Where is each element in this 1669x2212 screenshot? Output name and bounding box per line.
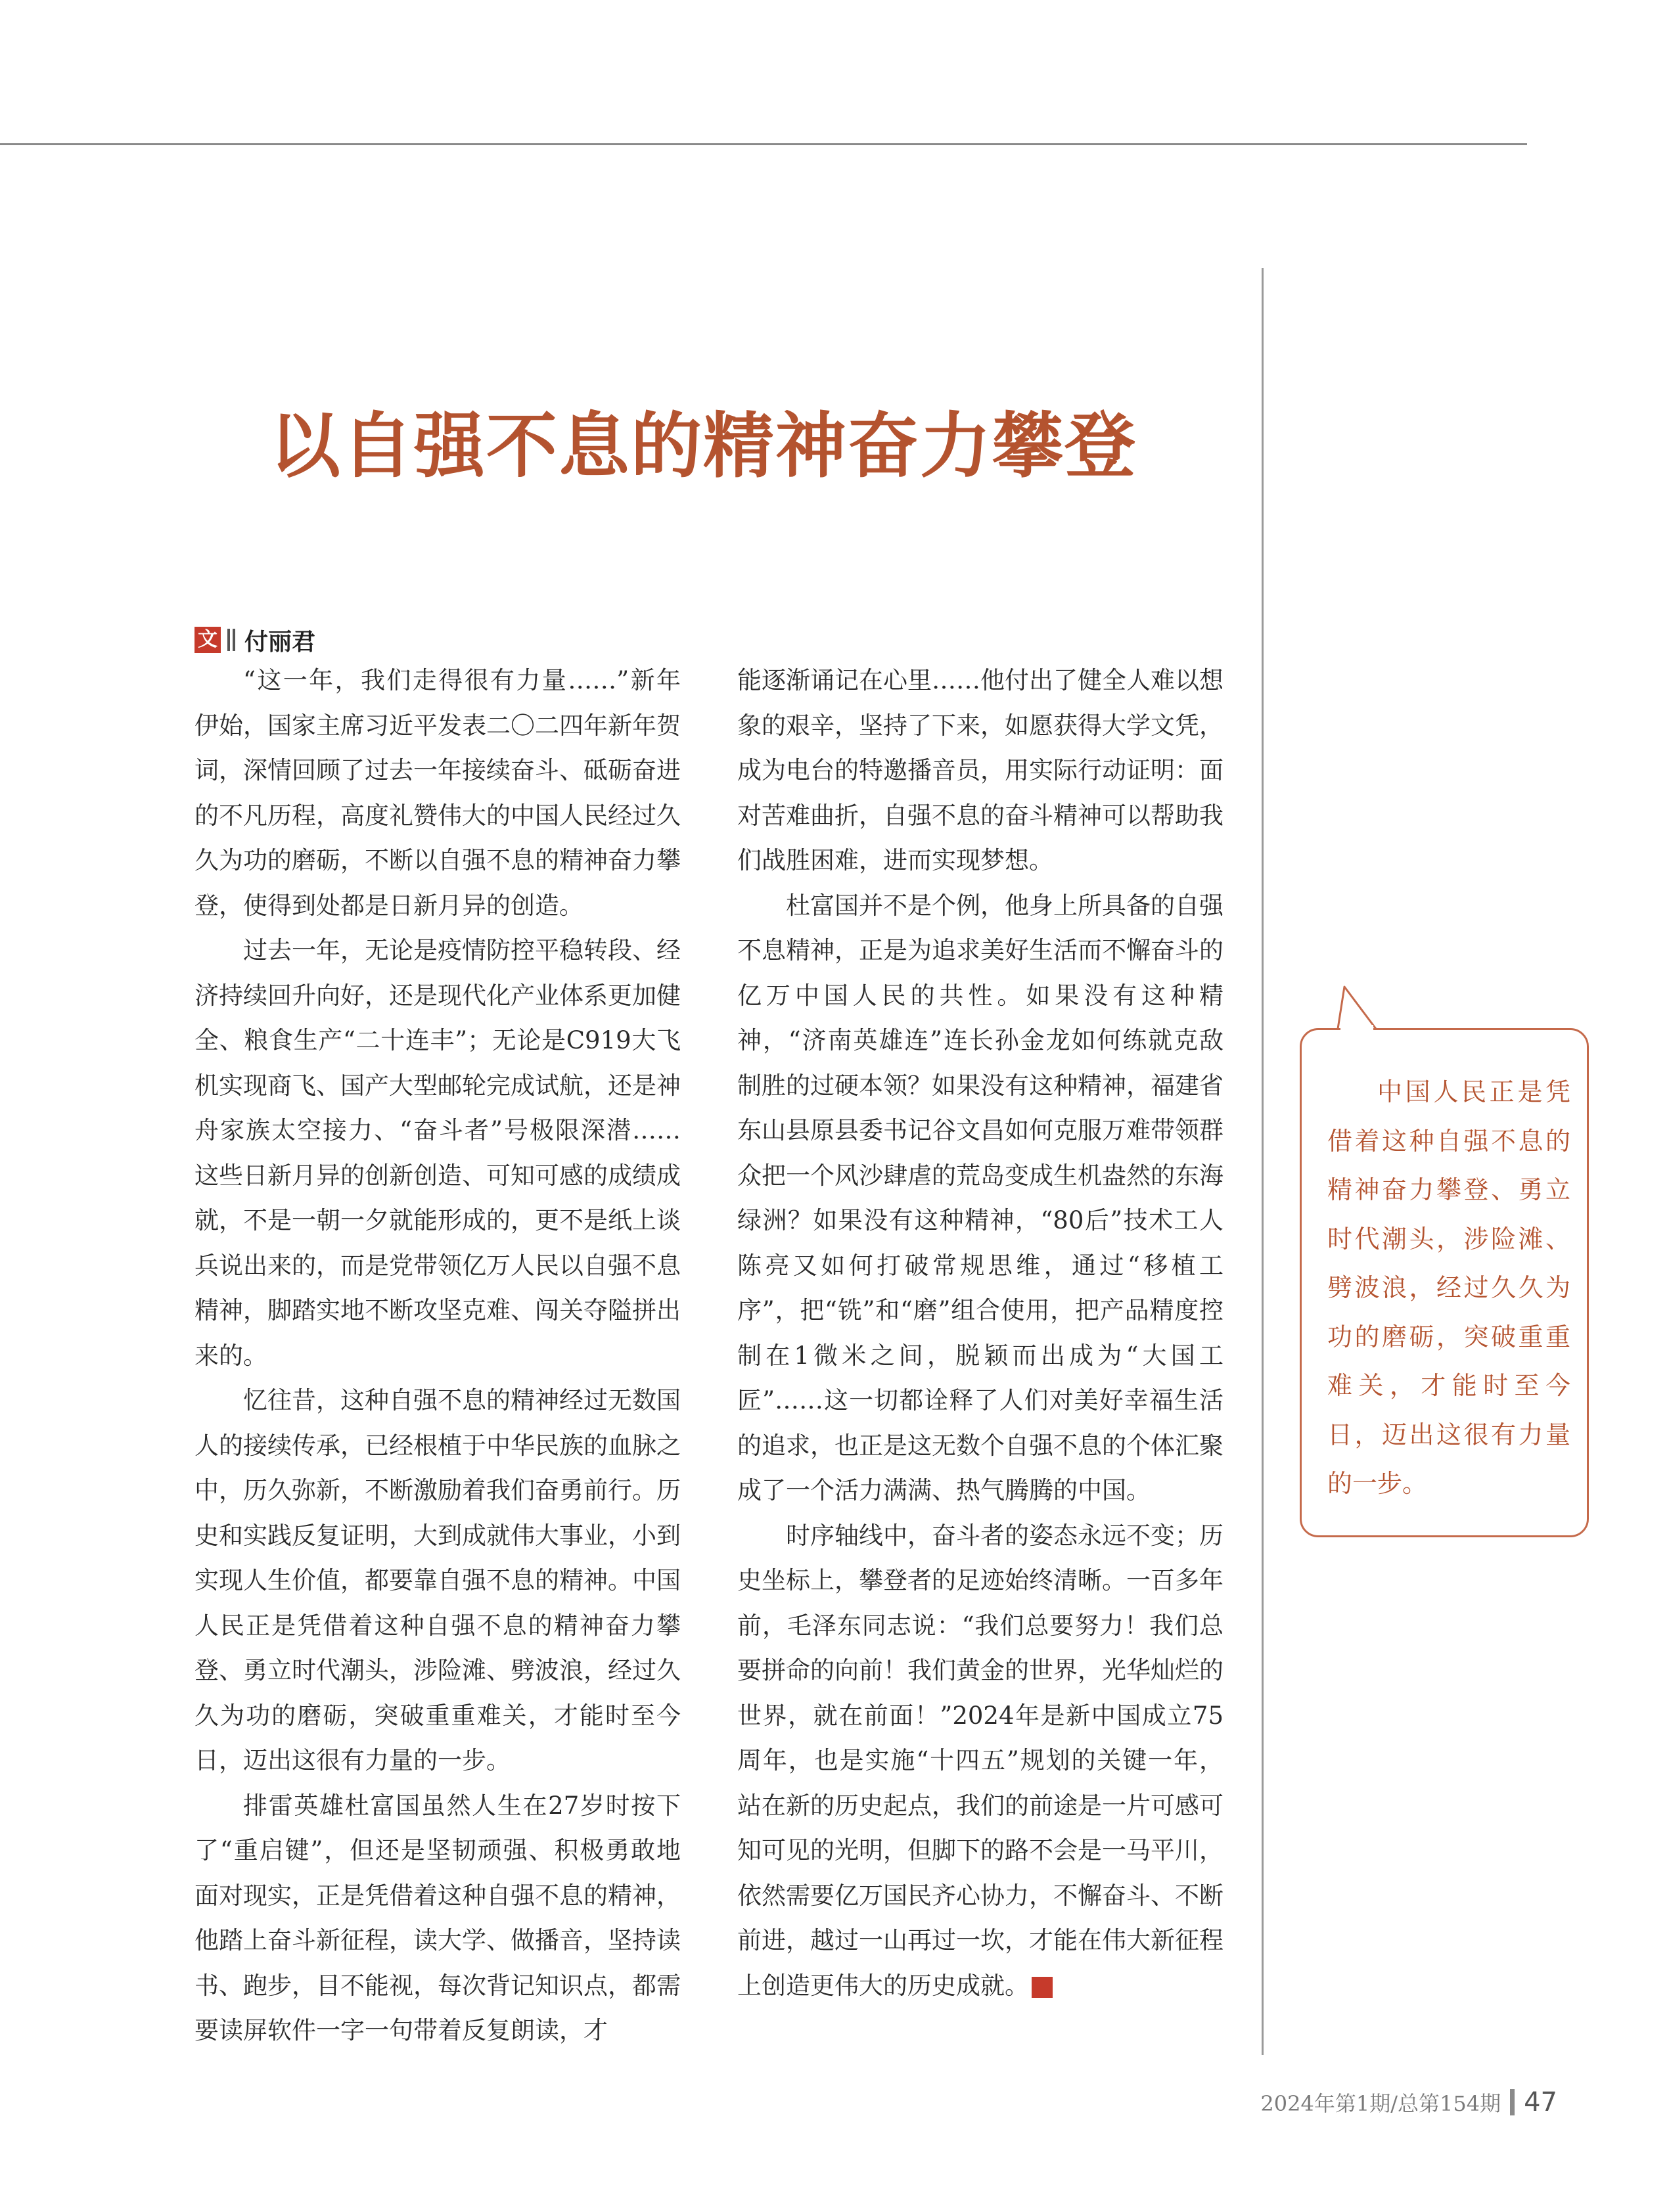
- author-name: 付丽君: [244, 628, 316, 656]
- paragraph: 杜富国并不是个例，他身上所具备的自强不息精神，正是为追求美好生活而不懈奋斗的亿万中国人民的共性。如果没有这种精神，“济南英雄连”连长孙金龙如何练就克敌制胜的过硬本领？如果没有这种精神，福建省东山县原县委书记谷文昌如何克服万难带领群众把一个风沙肆虐的荒岛变成生机盎然的东海绿洲？如果没有这种精神，“80后”技术工人陈亮又如何打破常规思维，通过“移植工序”，把“铣”和“磨”组合使用，把产品精度控制在1微米之间，脱颖而出成为“大国工匠”……这一切都诠释了人们对美好幸福生活的追求，也正是这无数个自强不息的个体汇聚成了一个活力满满、热气腾腾的中国。: [737, 891, 1223, 1504]
- paragraph: “这一年，我们走得很有力量……”新年伊始，国家主席习近平发表二〇二四年新年贺词，深情回顾了过去一年接续奋斗、砥砺奋进的不凡历程，高度礼赞伟大的中国人民经过久久为功的磨砺，不断以自强不息的精神奋力攀登，使得到处都是日新月异的创造。: [194, 666, 681, 920]
- pull-quote-text: 中国人民正是凭借着这种自强不息的精神奋力攀登、勇立时代潮头，涉险滩、劈波浪，经过久久为功的磨砺，突破重重难关，才能时至今日，迈出这很有力量的一步。: [1327, 1077, 1570, 1498]
- right-column: [737, 658, 1223, 2008]
- callout-tail: [1334, 985, 1380, 1030]
- byline: [194, 623, 315, 657]
- paragraph-continued: 能逐渐诵记在心里……他付出了健全人难以想象的艰辛，坚持了下来，如愿获得大学文凭，成为电台的特邀播音员，用实际行动证明：面对苦难曲折，自强不息的奋斗精神可以帮助我们战胜困难，进而实现梦想。: [737, 666, 1223, 874]
- issue-label: 2024年第1期/总第154期: [1260, 2091, 1501, 2116]
- byline-separator: [233, 629, 235, 651]
- paragraph: 排雷英雄杜富国虽然人生在27岁时按下了“重启键”，但还是坚韧顽强、积极勇敢地面对现实，正是凭借着这种自强不息的精神，他踏上奋斗新征程，读大学、做播音，坚持读书、跑步，目不能视，每次背记知识点，都需要读屏软件一字一句带着反复朗读，才: [194, 1791, 681, 2044]
- byline-separator: [227, 629, 230, 651]
- end-mark-icon: G: [1032, 1977, 1053, 1998]
- paragraph-text: 时序轴线中，奋斗者的姿态永远不变；历史坐标上，攀登者的足迹始终清晰。一百多年前，毛泽东同志说：“我们总要努力！我们总要拼命的向前！我们黄金的世界，光华灿烂的世界，就在前面！”2024年是新中国成立75周年，也是实施“十四五”规划的关键一年，站在新的历史起点，我们的前途是一片可感可知可见的光明，但脚下的路不会是一马平川，依然需要亿万国民齐心协力，不懈奋斗、不断前进，越过一山再过一坎，才能在伟大新征程上创造更伟大的历史成就。: [737, 1521, 1223, 2000]
- paragraph: 过去一年，无论是疫情防控平稳转段、经济持续回升向好，还是现代化产业体系更加健全、粮食生产“二十连丰”；无论是C919大飞机实现商飞、国产大型邮轮完成试航，还是神舟家族太空接力、“奋斗者”号极限深潜……这些日新月异的创新创造、可知可感的成绩成就，不是一朝一夕就能形成的，更不是纸上谈兵说出来的，而是党带领亿万人民以自强不息精神，脚踏实地不断攻坚克难、闯关夺隘拼出来的。: [194, 936, 681, 1370]
- side-rule: [1262, 268, 1264, 2055]
- article-title: 以自强不息的精神奋力攀登: [269, 405, 1137, 487]
- paragraph-final: [737, 1514, 1223, 2009]
- page-footer: [1183, 2083, 1557, 2122]
- footer-divider: [1510, 2089, 1515, 2115]
- paragraph: 忆往昔，这种自强不息的精神经过无数国人的接续传承，已经根植于中华民族的血脉之中，历久弥新，不断激励着我们奋勇前行。历史和实践反复证明，大到成就伟大事业，小到实现人生价值，都要靠自强不息的精神。中国人民正是凭借着这种自强不息的精神奋力攀登、勇立时代潮头，涉险滩、劈波浪，经过久久为功的磨砺，突破重重难关，才能时至今日，迈出这很有力量的一步。: [194, 1386, 681, 1774]
- page-number: 47: [1524, 2087, 1557, 2117]
- top-rule: [0, 143, 1527, 145]
- byline-badge: 文: [194, 627, 221, 653]
- left-column: [194, 658, 681, 2054]
- callout-tail-mask: [1334, 1025, 1380, 1031]
